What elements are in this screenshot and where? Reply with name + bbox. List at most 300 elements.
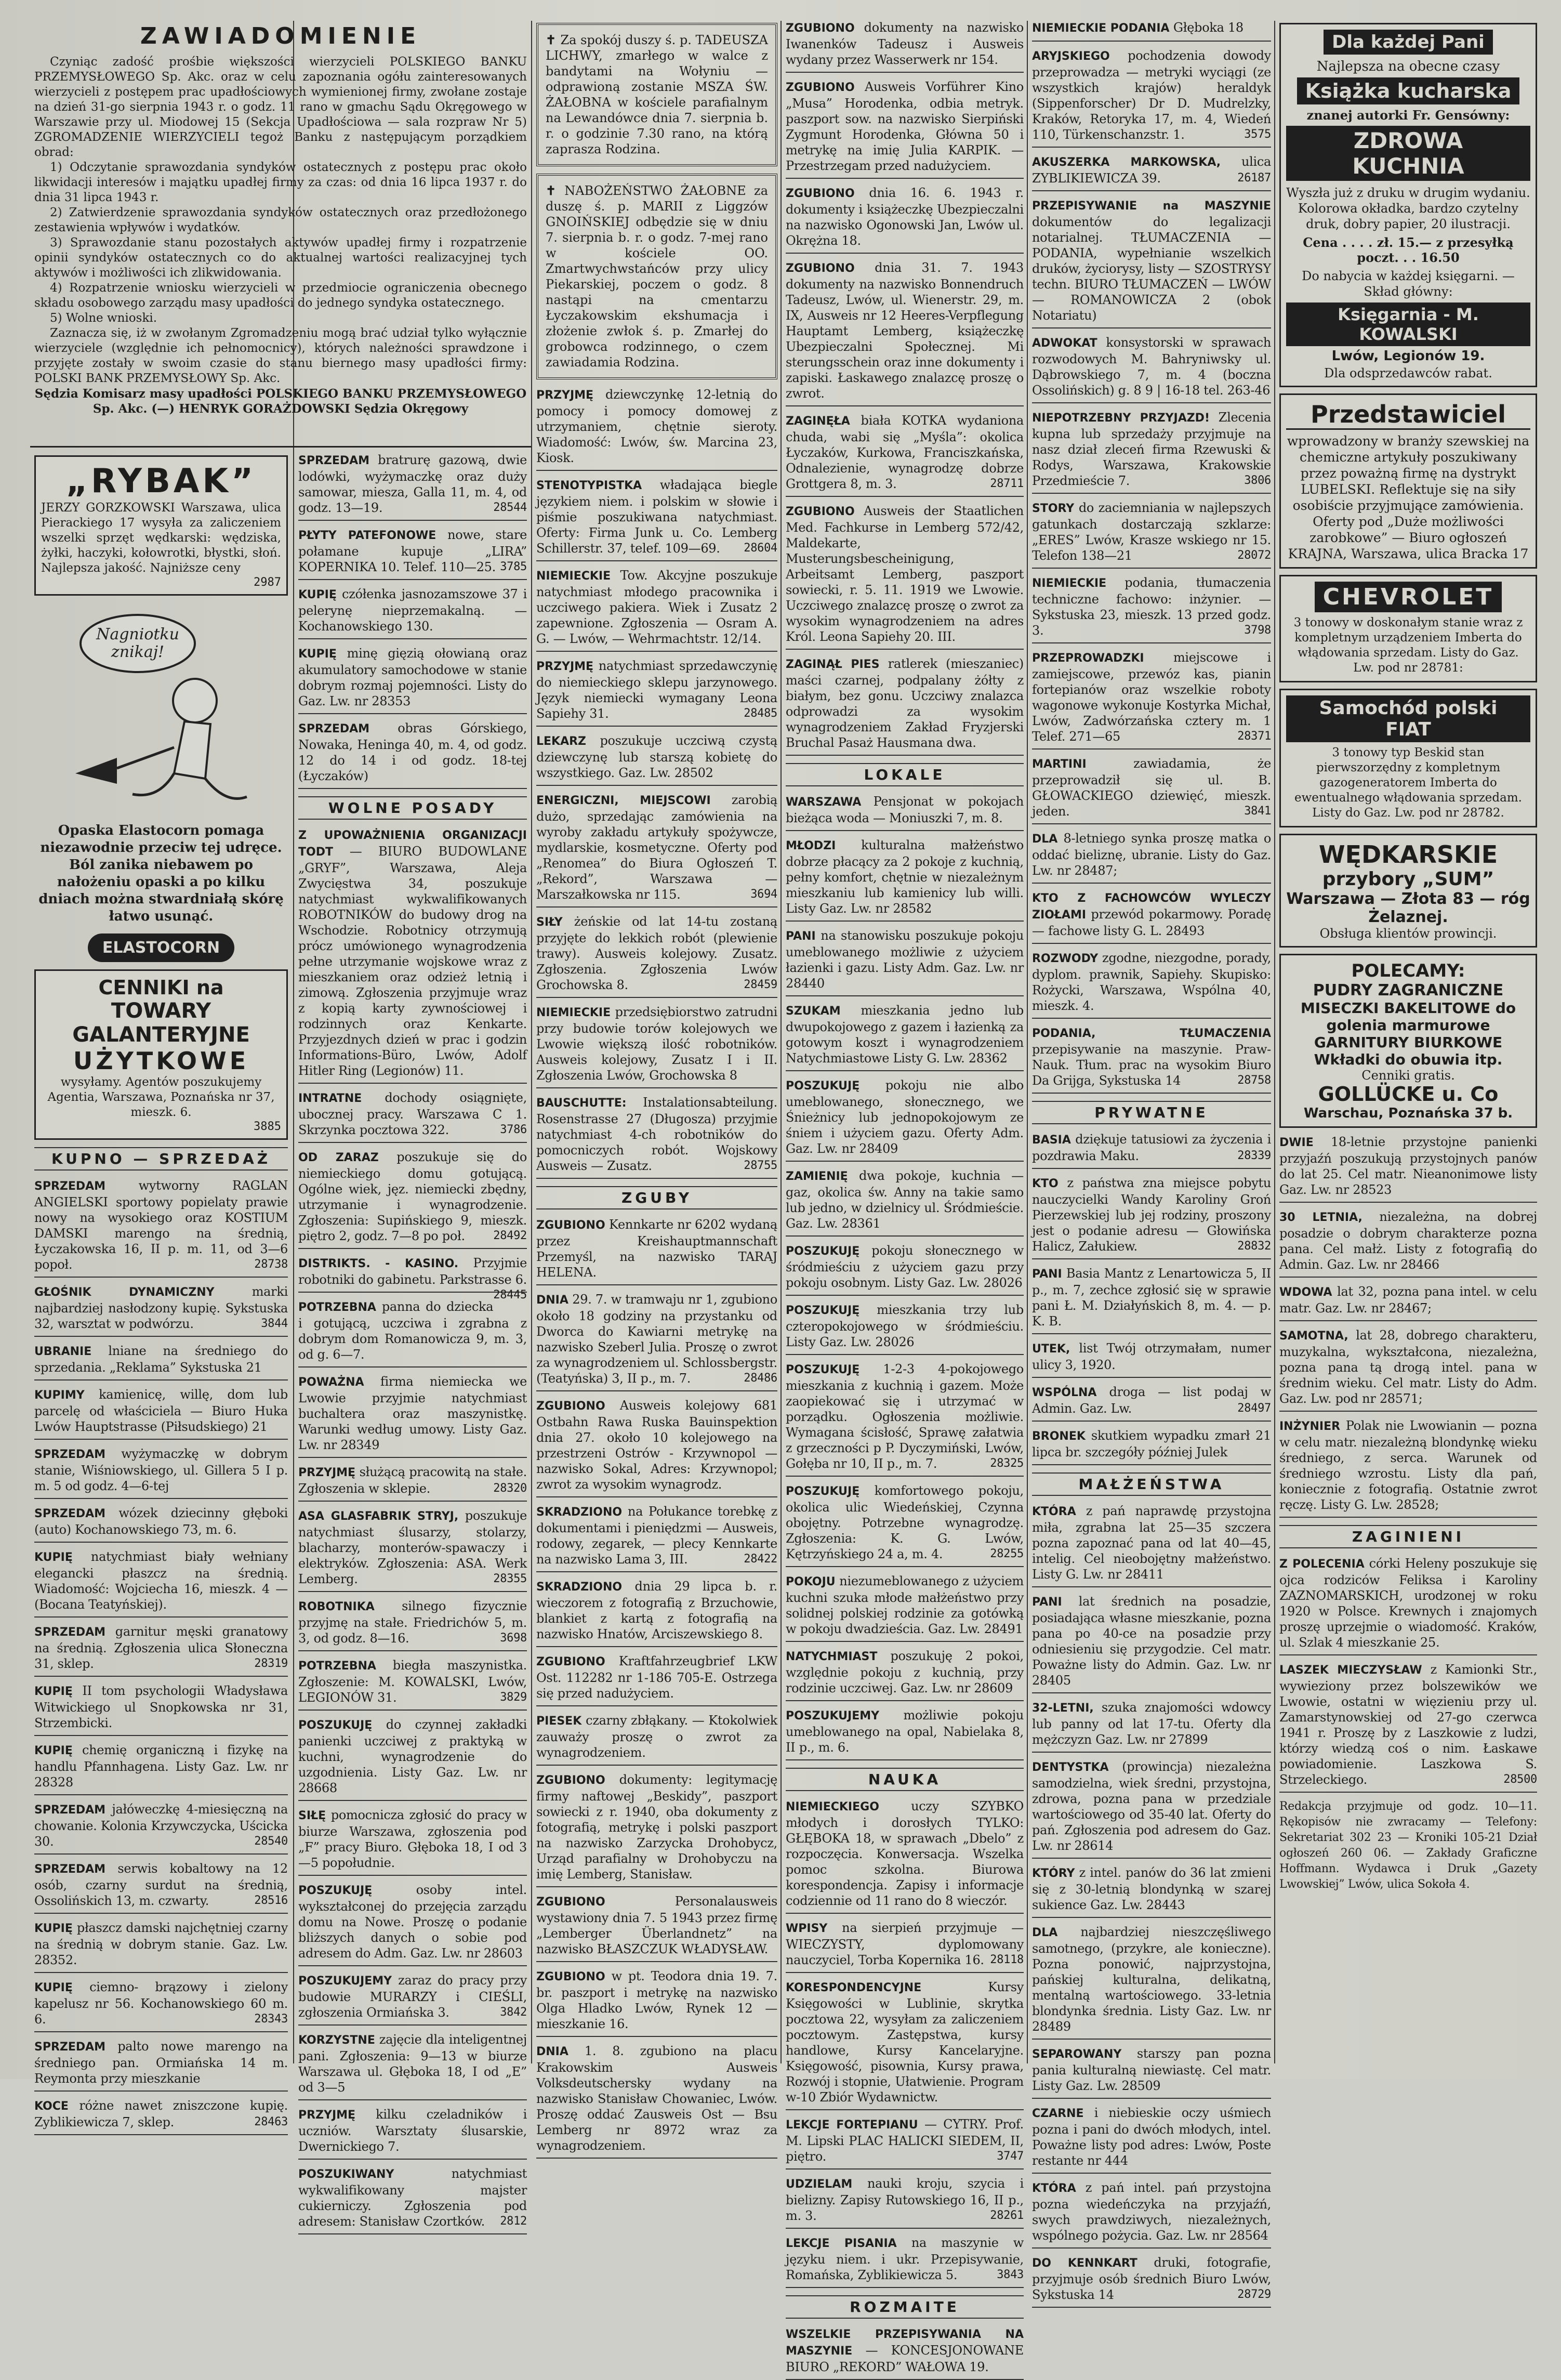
- classified-ad: [536, 914, 777, 998]
- ad-text: komfortowego pokoju, okolica ulic Wiedeńskiej, Czynna obojętny. Potrzebne wynagrodzę. Zgłoszenia: K. G. Lwów, Kętrzyńskiego 24 a, m. 4.: [786, 1483, 1024, 1561]
- ad-headline: PŁYTY PATEFONOWE: [298, 529, 436, 542]
- classified-ad: [786, 928, 1024, 996]
- classified-ad: [1032, 650, 1271, 749]
- classified-ad: [34, 1343, 288, 1380]
- column-3: [532, 20, 782, 2153]
- ad-text: dnia 29 lipca b. r. wieczorem z fotografią z Brzuchowie, blankiet z kartą z fotografią na nazwisko Hnatów, Arciszewskiego 8.: [536, 1579, 777, 1641]
- ad-number: 28758: [1237, 1074, 1271, 1087]
- ad-text: garnitur męski granatowy na średnią. Zgłoszenia ulica Słoneczna 31, sklep.: [34, 1624, 288, 1671]
- ad-headline: ZGUBIONO: [536, 1219, 605, 1232]
- ad-headline: ZGUBIONO: [536, 1774, 605, 1787]
- ad-number: 28711: [990, 477, 1024, 490]
- classified-ad: [1032, 831, 1271, 884]
- notice-paragraph: Zaznacza się, iż w zwołanym Zgromadzeniu mogą brać udział tylko wyłącznie wierzyciele (względnie ich pełnomocnicy), których należności sprawdzone i przyjęte zostały w swoim czasie do stanu biernego masy upadłości firmy: POLSKI BANK PRZEMYSŁOWY Sp. Akc.: [34, 326, 527, 385]
- ad-number: 28371: [1237, 730, 1271, 743]
- ad-headline: STORY: [1032, 502, 1075, 515]
- classified-ad: [1279, 1327, 1537, 1412]
- ad-headline: KTO Z FACHOWCÓW WYLECZY ZIOŁAMI: [1032, 892, 1271, 922]
- classified-ad: [1279, 1134, 1537, 1203]
- ad-text: do zaciemniania w najlepszych gatunkach dostarczają szklarze: „ERES” Lwów, Krasze wskiego nr 15. Telefon 138—21: [1032, 501, 1271, 563]
- ad-headline: KUPIĘ: [34, 1744, 73, 1757]
- ad-headline: SPRZEDAM: [34, 1626, 106, 1639]
- representative-ad: [1279, 393, 1537, 569]
- classified-ad: [298, 527, 527, 580]
- classified-ad: [1032, 48, 1271, 148]
- classified-ad: [1032, 1865, 1271, 1918]
- gollucke-item: GARNITURY BIURKOWE: [1314, 1034, 1503, 1051]
- gollucke-ad: [1279, 954, 1537, 1128]
- ad-text: firma niemiecka we Lwowie przyjmie natychmiast buchaltera oraz maszynistkę. Warunki według umowy. Listy Gaz. Lw. nr 28349: [298, 1374, 527, 1452]
- ad-headline: POWAŻNA: [298, 1376, 364, 1389]
- classified-ad: [536, 387, 777, 471]
- ad-text: dokumenty: legitymację firmy naftowej „Beskidy”, paszport sowiecki z r. 1940, oba dokumenty z fotografią, metrykę i polski paszport na nazwisko Zarzycka Drohobycz, Urząd parafialny w Drohobyczu na imię Lemberg, Stanisław.: [536, 1772, 777, 1882]
- ad-text: — CYTRY. Prof. M. Lipski PLAC HALICKI SIEDEM, II, piętro.: [786, 2117, 1024, 2164]
- ad-text: uczy SZYBKO młodych i dorosłych TYLKO: GŁĘBOKA 18, w sprawach „Dbelo” z rozpoczęcia. Konwersacja. Wszelka pomoc szkolna. Biurowa korespondencja. Zapisy i informacje codziennie od 11 rano do 8 wieczór.: [786, 1799, 1024, 1908]
- classified-ad: [536, 1217, 777, 1285]
- fiat-title: Samochód polski FIAT: [1286, 695, 1530, 742]
- mourning-text: Za spokój duszy ś. p. TADEUSZA LICHWY, zmarłego w walce z bandytami na Wołyniu — odprawioną zostanie MSZA ŚW. ŻAŁOBNA w kościele parafialnym na Lewandówce dnia 7. sierpnia b. r. o godzinie 7.30 rano, na którą zaprasza Rodzina.: [546, 33, 768, 156]
- ad-number: 26187: [1237, 172, 1271, 185]
- ad-text: lniane na średniego do sprzedania. „Reklama” Sykstuska 21: [34, 1344, 288, 1375]
- mourning-text: NABOŻEŃSTWO ŻAŁOBNE za duszę ś. p. MARII z Liggzów GNOIŃSKIEJ odbędzie się w dniu 7. sierpnia b. r. o godz. 7-mej rano w kościele OO. Zmartwychwstańców przy ulicy Piekarskiej, poczem o godz. 8 nastąpi na cmentarzu Łyczakowskim ekshumacja i złożenie zwłok ś. p. Zmarłej do grobowca rodzinnego, o czem zawiadamia Rodzina.: [546, 183, 768, 370]
- ad-headline: LEKCJE PISANIA: [786, 2237, 897, 2250]
- ad-headline: SKRADZIONO: [536, 1581, 623, 1594]
- ad-text: droga — list podaj w Admin. Gaz. Lw.: [1032, 1385, 1271, 1416]
- ad-headline: POSZUKUJĘ: [786, 1363, 860, 1376]
- classified-ad: [34, 2039, 288, 2092]
- ad-headline: DISTRIKTS. - KASINO.: [298, 1257, 459, 1270]
- ad-number: 3842: [500, 2006, 527, 2019]
- classified-ad: [298, 827, 527, 1084]
- classified-ad: [786, 20, 1024, 73]
- ad-headline: ZAGINĄŁ PIES: [786, 658, 880, 671]
- section-header-prywatne: PRYWATNE: [1032, 1101, 1271, 1124]
- ad-text: zaraz do pracy przy budowie MURARZY i CIEŚLI, zgłoszenia Ormiańska 3.: [298, 1973, 527, 2020]
- ad-text: Personalausweis wystawiony dnia 7. 5 1943 przez firmę „Lemberger Überlandnetz” na nazwisko BŁASZCZUK WŁADYSŁAW.: [536, 1894, 777, 1956]
- ad-number: 28492: [493, 1229, 527, 1242]
- notice-signature: Sędzia Komisarz masy upadłości POLSKIEGO BANKU PRZEMYSŁOWEGO Sp. Akc. (—) HENRYK GORAŻDOWSKI Sędzia Okręgowy: [34, 387, 527, 416]
- classified-ad: [298, 452, 527, 521]
- column-4: [782, 20, 1028, 2374]
- classified-ad: [786, 1648, 1024, 1701]
- ad-headline: KUPIĘ: [298, 648, 337, 661]
- gollucke-name: GOLLÜCKE u. Co: [1318, 1083, 1499, 1106]
- classified-ad: [298, 1973, 527, 2026]
- classified-list: [1275, 1134, 1541, 1793]
- cenniki-line1: CENNIKI na: [98, 976, 224, 999]
- elastocorn-bubble: Nagniotku: [96, 625, 179, 643]
- ad-number: 3841: [1244, 805, 1271, 818]
- section-header-kupno: KUPNO — SPRZEDAŻ: [34, 1147, 288, 1171]
- classified-ad: [786, 794, 1024, 831]
- classified-ad: [1279, 1284, 1537, 1321]
- classified-ad: [786, 1003, 1024, 1071]
- classified-ad: [786, 1920, 1024, 1973]
- gollucke-item: PUDRY ZAGRANICZNE: [1313, 981, 1504, 1000]
- ad-headline: Z POLECENIA: [1279, 1558, 1365, 1571]
- ad-text: zawiadamia, że przeprowadził się ul. B. GŁOWACKIEGO dziewięć, mieszk. jeden.: [1032, 756, 1271, 819]
- ad-headline: SPRZEDAM: [34, 1804, 106, 1817]
- classified-ad: [1279, 1209, 1537, 1278]
- classified-ad: [298, 1374, 527, 1458]
- ad-text: kilku czeladników i uczniów. Warsztaty ślusarskie, Dwernickiego 7.: [298, 2107, 527, 2154]
- classified-list: [532, 387, 782, 2159]
- ad-number: 28319: [254, 1657, 288, 1670]
- ad-headline: KTÓRA: [1032, 2182, 1076, 2195]
- classified-ad: [34, 1178, 288, 1278]
- ad-text: zarobią dużo, sprzedając zamówienia na wyroby zakładu artykuły spożywcze, mydlarskie, kosmetyczne. Oferty pod „Renomea” do Biura Ogłoszeń T. „Rekord”, Warszawa — Marszałkowska nr 115.: [536, 793, 777, 902]
- ad-text: Ausweis kolejowy 681 Ostbahn Rawa Ruska Bauinspektion dnia 27. około 10 kolejowego na przestrzeni Ostrów - Krzywnopol — nazwisko Sokal, Adres: Krzywnopol; zwrot za wysokim wynagrodz.: [536, 1398, 777, 1492]
- ad-headline: KTÓRY: [1032, 1867, 1075, 1880]
- cross-icon: ✝: [546, 32, 561, 47]
- classified-ad: [786, 1573, 1024, 1642]
- ad-headline: NIEPOTRZEBNY PRZYJAZD!: [1032, 412, 1210, 425]
- classified-ad: [786, 503, 1024, 650]
- chevrolet-title: CHEVROLET: [1315, 582, 1502, 612]
- ad-headline: SPRZEDAM: [34, 1863, 106, 1876]
- classified-ad: [34, 1505, 288, 1543]
- ad-text: nowe, stare połamane kupuje „LIRA” KOPERNIKA 10. Telef. 110—25.: [298, 528, 527, 574]
- ad-text: zajęcie dla inteligentnej pani. Zgłoszenia: 9—13 w biurze Warszawa ul. Głęboka 18, I od „E” od 3—5: [298, 2032, 527, 2095]
- ad-headline: SKRADZIONO: [536, 1506, 623, 1519]
- ad-headline: WSPÓLNA: [1032, 1386, 1097, 1399]
- notice-paragraph: 2) Zatwierdzenie sprawozdania syndyków ostatecznych oraz przedłożonego zestawienia wpływów i wydatków.: [34, 206, 527, 234]
- ad-text: Pensjonat w pokojach bieżąca woda — Moniuszki 7, m. 8.: [786, 794, 1024, 825]
- classified-ad: [298, 2107, 527, 2160]
- ad-headline: UTEK,: [1032, 1343, 1070, 1356]
- ad-headline: POSZUKUJĘ: [298, 1884, 373, 1897]
- ad-text: silnego fizycznie przyjmę na stałe. Friedrichów 5, m. 3, od godz. 8—16.: [298, 1599, 527, 1646]
- ad-number: 28463: [254, 2115, 288, 2128]
- classified-ad: [786, 1483, 1024, 1567]
- column-5: [1028, 20, 1275, 2302]
- ad-headline: NIEMIECKIE: [536, 570, 611, 583]
- classified-ad: [786, 79, 1024, 179]
- ad-headline: ARYJSKIEGO: [1032, 50, 1110, 63]
- classified-ad: [536, 1968, 777, 2037]
- ad-text: Instalationsabteilung. Rosenstrasse 27 (Długosza) przyjmie natychmiast 4-ch robotników do pomocniczych robót. Wojskowy Ausweis — Zusatz.: [536, 1095, 777, 1173]
- ad-text: Kursy Księgowości w Lublinie, skrytka pocztowa 22, wysyłam za zaliczeniem pocztowym. Zastępstwa, kursy handlowe, Kursy Kancelaryjne. Księgowość, pisownia, Kursy prawa, Rozwój i stopnie, Ułatwienie. Program w-10 Zbiór Wydawnictw.: [786, 1980, 1024, 2105]
- ad-headline: SIŁY: [536, 916, 563, 929]
- classified-ad: [298, 1299, 527, 1367]
- classified-ad: [1032, 756, 1271, 824]
- ad-headline: ZGUBIONO: [536, 1970, 605, 1983]
- ad-number: 3785: [500, 560, 527, 573]
- classified-ad: [1032, 1175, 1271, 1259]
- ad-headline: SIŁĘ: [298, 1809, 326, 1822]
- ad-text: 1-2-3 4-pokojowego mieszkania z kuchnią i gazem. Może zaopiekować się i utrzymać w porządku. Ogłoszenia możliwie. Wymagana ścisłość, Sprawę załatwia z grzeczności p P. Dyczymiński, Lwów, Gołęba nr 10, II p., m. 7.: [786, 1362, 1024, 1471]
- ad-text: jałóweczkę 4-miesięczną na chowanie. Kolonia Krzywczycka, Uścicka 30.: [34, 1802, 288, 1849]
- classified-ad: [34, 1387, 288, 1440]
- ad-text: dziewczynkę 12-letnią do pomocy i pomocy domowej z utrzymaniem, chętnie sieroty. Wiadomość: Lwów, św. Marcina 23, Kiosk.: [536, 387, 777, 465]
- ad-headline: 32-LETNI,: [1032, 1702, 1094, 1715]
- mourning-notice: [536, 23, 777, 166]
- classified-ad: [786, 1979, 1024, 2110]
- ad-text: poszukuje natychmiast ślusarzy, stolarzy, blacharzy, monterów-spawaczy i elektryków. Zgłoszenia: ASA. Werk Lemberg.: [298, 1508, 527, 1586]
- classified-ad: [1032, 335, 1271, 403]
- ad-text: 8-letniego synka proszę matka o oddać bieliznę, ubranie. Listy do Gaz. Lw. nr 28487;: [1032, 831, 1271, 878]
- ad-headline: KORESPONDENCYJNE: [786, 1981, 922, 1994]
- classified-ad: [298, 2032, 527, 2100]
- classified-ad: [536, 658, 777, 727]
- cenniki-ad: [34, 969, 288, 1140]
- ad-text: II tom psychologii Władysława Witwickiego ul Snopkowska nr 31, Strzembicki.: [34, 1684, 288, 1730]
- cenniki-line2: TOWARY GALANTERYJNE: [72, 999, 250, 1047]
- ad-number: 28339: [1237, 1149, 1271, 1162]
- ad-headline: KORZYSTNE: [298, 2034, 375, 2047]
- gollucke-note: Cenniki gratis.: [1361, 1068, 1455, 1083]
- ad-headline: LEKCJE FORTEPIANU: [786, 2119, 918, 2132]
- section-header-zaginieni: ZAGINIENI: [1279, 1525, 1537, 1548]
- ad-headline: POTRZEBNA: [298, 1660, 376, 1673]
- ad-text: czółenka jasnozamszowe 37 i pelerynę nieprzemakalną. — Kochanowskiego 130.: [298, 587, 527, 634]
- ad-text: przedsiębiorstwo zatrudni przy budowie torów kolejowych we Lwowie większą ilość robotników. Ausweis kolejowy, Zusatz I i II. Zgłoszenia Lwów, Grochowska 8: [536, 1005, 777, 1083]
- ad-number: 28255: [990, 1547, 1024, 1560]
- classified-ad: [536, 477, 777, 561]
- ad-headline: ZGUBIONO: [786, 81, 855, 94]
- ad-headline: KTO: [1032, 1177, 1059, 1190]
- ad-headline: WDOWA: [1279, 1286, 1332, 1299]
- classified-ad: [34, 1742, 288, 1795]
- ad-text: biegła maszynistka. Zgłoszenie: M. KOWALSKI, Lwów, LEGIONÓW 31.: [298, 1658, 527, 1705]
- svg-text:znikaj!: znikaj!: [111, 643, 165, 661]
- ad-text: bratrurę gazową, dwie lodówki, wyżymaczkę oraz duży samowar, miesza, Galla 11, m. 4, od godz. 13—19.: [298, 453, 527, 515]
- ad-headline: DENTYSTKA: [1032, 1761, 1109, 1774]
- ad-headline: LEKARZ: [536, 735, 587, 748]
- section-header-zguby: ZGUBY: [536, 1186, 777, 1209]
- rybak-ad: [34, 455, 288, 596]
- fishing-subtitle: przybory „SUM”: [1322, 869, 1494, 890]
- ad-headline: WPISY: [786, 1922, 828, 1935]
- ad-headline: NATYCHMIAST: [786, 1650, 878, 1663]
- ad-text: poszukuje uczciwą czystą dziewczynę lub starszą kobietę do wszystkiego. Gaz. Lw. 28502: [536, 733, 777, 780]
- ad-text: natychmiast biały wełniany elegancki płaszcz na średnią. Wiadomość: Wojciecha 16, mieszk. 4 — (Bocana Teatyńskiej).: [34, 1549, 288, 1612]
- classified-ad: [298, 2166, 527, 2234]
- ad-headline: ZAMIENIĘ: [786, 1170, 848, 1183]
- classified-ad: [1032, 2105, 1271, 2174]
- ad-headline: POTRZEBNA: [298, 1301, 376, 1314]
- chevrolet-text: 3 tonowy w doskonałym stanie wraz z kompletnym urządzeniem Imberta do włądowania sprzedam. Listy do Gaz. Lw. pod nr 28781:: [1293, 616, 1523, 675]
- ad-headline: SEPAROWANY: [1032, 2048, 1122, 2061]
- classified-list: [294, 452, 531, 2234]
- bankruptcy-notice: [30, 20, 531, 448]
- ad-text: i niebieskie oczy uśmiech pozna i pani do dwóch młodych, intel. Poważne listy pod adres: Lwów, Poste restante nr 444: [1032, 2106, 1271, 2168]
- classified-ad: [1032, 1384, 1271, 1422]
- ad-text: pokoju nie albo umeblowanego, słonecznego, we Śnieżnicy lub jednopokojowym ze śniem i użyciem gazu. Oferty Adm. Gaz. Lw. nr 28409: [786, 1078, 1024, 1156]
- ad-number: 28355: [493, 1572, 527, 1585]
- ad-headline: NIEMIECKIE: [536, 1006, 611, 1019]
- ad-text: na Połukance torebkę z dokumentami i pieniędzmi — Ausweis, rodowy, zegarek, — plecy Kennkarte na nazwisko Lama 3, III.: [536, 1504, 777, 1567]
- ad-text: ratlerek (mieszaniec) maści czarnej, podpalany żółty z białym, bez gonu. Uczciwy znalazca odprowadzi za wysokim wynagrodzeniem Zakład Fryzjerski Bruchal Pasaż Hausmana dwa.: [786, 656, 1024, 750]
- ad-text: mieszkania jedno lub dwupokojowego z gazem i łazienką za gotowym koszt i wynagrodzeniem Natychmiastowe Listy G. Lw. 28362: [786, 1003, 1024, 1066]
- ad-text: dokumenty na nazwisko Iwanenków Tadeusz i Ausweis wydany przez Wasserwerk nr 154.: [786, 20, 1024, 67]
- ad-text: druki, fotografie, przyjmuje osób średnich Biuro Lwów, Sykstuska 14: [1032, 2255, 1271, 2302]
- notice-paragraph: 3) Sprawozdanie stanu pozostałych aktywów upadłej firmy i rozpatrzenie opinii syndyków ostatecznych co do aktualnej wartości realizacyjnej tych aktywów i możliwości ich zlikwidowania.: [34, 236, 527, 280]
- ad-text: dokumentów do legalizacji notarialnej. TŁUMACZENIA — PODANIA, wypełnianie wszelkich druków, życiorysy, listy — SZOSTRYSY techn. BIURO TŁUMACZEŃ — LWÓW — ROMANOWICZA 2 (obok Notariatu): [1032, 215, 1271, 323]
- classified-ad: [536, 1095, 777, 1179]
- classified-ad: [298, 1255, 527, 1301]
- classified-ad: [786, 656, 1024, 756]
- classified-ad: [1032, 575, 1271, 643]
- classified-ad: [1032, 154, 1271, 191]
- ad-headline: DWIE: [1279, 1136, 1314, 1149]
- ad-number: 28343: [254, 2013, 288, 2026]
- ad-text: pochodzenia dowody przeprowadza — metryki wyciągi (ze wszystkich krajów) heraldyk (Sippenforscher) Dr D. Mudrelzky, Kraków, Retoryka 17, m. 4, Wiedeń 110, Türkenschanzstr. 1.: [1032, 48, 1271, 142]
- notice-paragraph: 1) Odczytanie sprawozdania syndyków ostatecznych z postępu prac około likwidacji interesów i majątku upadłej firmy za czas: od dnia 16 lipca 1937 r. do dnia 31 lipca 1943 r.: [34, 161, 527, 204]
- classified-ad: [1032, 410, 1271, 494]
- ad-text: z intel. panów do 36 lat zmieni się z 30-letnią blondynką w szarej sukience Gaz. Lw. 28443: [1032, 1865, 1271, 1912]
- classified-ad: [298, 646, 527, 714]
- classified-ad: [1032, 1700, 1271, 1753]
- classified-ad: [34, 1979, 288, 2032]
- cookbook-name: ZDROWA KUCHNIA: [1286, 126, 1530, 181]
- ad-number: 28485: [744, 707, 777, 720]
- cenniki-text: wysyłamy. Agentów poszukujemy Agentia, Warszawa, Poznańska nr 37, mieszk. 6.: [47, 1075, 275, 1119]
- classified-ad: [1032, 20, 1271, 42]
- ad-text: dwa pokoje, kuchnia — gaz, okolica św. Anny na takie samo lub jedno, w dzielnicy ul. Śródmieście. Gaz. Lw. 28361: [786, 1168, 1024, 1231]
- ad-text: niezależna, na dobrej posadzie o dobrym charakterze pozna pana. Cel małż. Listy z fotografią do Admin. Gaz. Lw. nr 28466: [1279, 1209, 1537, 1272]
- ad-number: 3786: [500, 1123, 527, 1136]
- ad-text: starszy pan pozna pania kulturalną niewiastę. Cel matr. Listy Gaz. Lw. 28509: [1032, 2046, 1271, 2093]
- ad-text: Głęboka 18: [1173, 20, 1243, 35]
- foot-cartoon-icon: [39, 602, 283, 820]
- classified-ad: [1032, 1924, 1271, 2040]
- ad-headline: POSZUKIWANY: [298, 2168, 394, 2181]
- ad-headline: Z UPOWAŻNIENIA ORGANIZACJI TODT: [298, 829, 527, 859]
- classified-ad: [536, 1504, 777, 1572]
- ad-text: konsystorski w sprawach rozwodowych M. Bahryniwsky ul. Dąbrowskiego 7, m. 4 (boczna Ossolińskich) g. 8 9 | 16-18 tel. 263-46: [1032, 335, 1271, 398]
- ad-text: — KONCESJONOWANE BIURO „REKORD” WAŁOWA 19.: [786, 2343, 1024, 2374]
- ad-text: Przyjmie robotniki do gabinetu. Parkstrasse 6.: [298, 1256, 527, 1287]
- classified-ad: [298, 1598, 527, 1651]
- classified-ad: [1032, 1594, 1271, 1693]
- ad-text: z pań naprawdę przystojna miła, zgrabna lat 25—35 szczera pozna zapoznać pana od lat 40—45, intelig. Cel nieobojętny małżeństwo. Listy G. Lw. nr 28411: [1032, 1504, 1271, 1582]
- ad-headline: OD ZARAZ: [298, 1151, 379, 1164]
- chevrolet-ad: [1279, 575, 1537, 682]
- ad-text: 18-letnie przystojne panienki przyjaźń poszukują przystojnych panów do lat 25. Cel matr. Nieanonimowe listy Gaz. Lw. nr 28523: [1279, 1135, 1537, 1197]
- ad-number: 28500: [1503, 1773, 1537, 1786]
- classified-ad: [786, 2326, 1024, 2380]
- ad-text: osoby intel. wykształconej do przejęcia zarządu domu na Nowe. Proszę o podanie bliższych danych o sobie pod adresem do Adm. Gaz. Lw. nr 28603: [298, 1883, 527, 1961]
- ad-text: podania, tłumaczenia techniczne fachowo: inżynier. — Sykstuska 23, mieszk. 13 przed godz. 3.: [1032, 575, 1271, 638]
- ad-headline: KOCE: [34, 2100, 69, 2113]
- ad-headline: BRONEK: [1032, 1430, 1086, 1443]
- ad-headline: STENOTYPISTKA: [536, 479, 642, 492]
- section-header-malzenstwa: MAŁŻEŃSTWA: [1032, 1472, 1271, 1496]
- classified-ad: [1032, 950, 1271, 1019]
- classified-ad: [34, 1802, 288, 1855]
- section-header-nauka: NAUKA: [786, 1768, 1024, 1791]
- ad-number: 28422: [744, 1553, 777, 1566]
- ad-headline: ENERGICZNI, MIEJSCOWI: [536, 794, 711, 807]
- classified-ad: [1032, 2180, 1271, 2248]
- ad-text: dochody osiągnięte, ubocznej pracy. Warszawa C 1. Skrzynka pocztowa 322.: [298, 1090, 527, 1137]
- ad-text: 29. 7. w tramwaju nr 1, zgubiono około 18 godziny na przystanku od Dworca do Kawiarni metrykę na nazwisko Szeberl Julia. Proszę o zwrot za wynagrodzeniem ul. Schlossbergstr. (Teatyńska) 3, II p., m. 7.: [536, 1292, 777, 1386]
- ad-headline: SPRZEDAM: [298, 454, 370, 467]
- classified-ad: [298, 1807, 527, 1876]
- classified-ad: [786, 2176, 1024, 2229]
- fishing-note: Obsługa klientów prowincji.: [1319, 926, 1497, 941]
- ad-text: niezumeblowanego z użyciem kuchni szuka młode małżeństwo przy solidnej polskiej rodzinie za gotówką w pokoju dwadzieścia. Gaz. Lw. 28491: [786, 1574, 1024, 1636]
- ad-headline: POSZUKUJĘ: [786, 1485, 860, 1498]
- ad-headline: WARSZAWA: [786, 796, 862, 809]
- classified-ad: [786, 185, 1024, 254]
- ad-text: Ausweis der Staatlichen Med. Fachkurse in Lemberg 572/42, Maldekarte, Musterungsbescheinigung, Arbeitsamt Lemberg, paszport sowiecki, r. 5. 11. 1919 we Lwowie. Uczciwego znalazcę proszę o zwrot za wysokim wynagrodzeniem na adres Król. Leona Sapiehy 20. III.: [786, 504, 1024, 644]
- ad-text: nauki kroju, szycia i bielizny. Zapisy Rutowskiego 16, II p., m. 3.: [786, 2176, 1024, 2223]
- ad-headline: ZAGINĘŁA: [786, 415, 850, 428]
- ad-number: 3798: [1244, 624, 1271, 637]
- ad-text: dnia 16. 6. 1943 r. dokumenty i książeczkę Ubezpieczalni na nazwisko Ogonowski Jan, Lwów ul. Okrężna 18.: [786, 186, 1024, 248]
- ad-text: różne nawet zniszczone kupię. Zyblikiewicza 7, sklep.: [34, 2098, 288, 2129]
- classified-ad: [1032, 2255, 1271, 2308]
- classified-ad: [786, 1302, 1024, 1355]
- ad-number: 28325: [990, 1457, 1024, 1470]
- ad-headline: MARTINI: [1032, 758, 1087, 771]
- ad-text: natychmiast wykwalifikowany majster cukierniczy. Zgłoszenia pod adresem: Stanisław Czortków.: [298, 2166, 527, 2229]
- ad-headline: INTRATNE: [298, 1092, 362, 1105]
- cookbook-store-label: Do nabycia w każdej księgarni. — Skład główny:: [1302, 269, 1515, 299]
- classified-ad: [786, 260, 1024, 406]
- ad-headline: KUPIĘ: [34, 1922, 73, 1935]
- ad-headline: NIEMIECKIEGO: [786, 1800, 879, 1813]
- ad-headline: WSZELKIE PRZEPISYWANIA NA MASZYNIE: [786, 2328, 1024, 2358]
- classified-ad: [786, 2235, 1024, 2288]
- classified-ad: [298, 1717, 527, 1801]
- classified-ad: [34, 1861, 288, 1914]
- classified-ad: [786, 1243, 1024, 1296]
- classified-ad: [536, 1579, 777, 1647]
- ad-number: 3575: [1244, 128, 1271, 141]
- notice-paragraph: Czyniąc zadość prośbie większości wierzycieli POLSKIEGO BANKU PRZEMYSŁOWEGO Sp. Akc. oraz w celu zapoznania ogółu zainteresowanych wierzycieli z postępem prac upadłościowych wymienionej firmy, zwołane zostaje na dzień 31-go sierpnia 1943 r. o godz. 11 rano w gmachu Sądu Okręgowego w Warszawie przy ul. Miodowej 15 (Sekcja Upadłościowa — sala rozpraw Nr 5) ZGROMADZENIE WIERZYCIELI tegoż Banku z następującym porządkiem obrad:: [34, 55, 527, 159]
- classified-ad: [1032, 1132, 1271, 1169]
- column-2: [294, 452, 531, 2229]
- classified-ad: [536, 1398, 777, 1497]
- classified-ad: [786, 1077, 1024, 1162]
- ad-headline: POSZUKUJĘ: [786, 1245, 860, 1258]
- ad-text: miejscowe i zamiejscowe, przewóz kas, pianin fortepianów oraz wszelkie roboty wagonowe wykonuje Kostyrka Michał, Lwów, Zadwórzańska cztery m. 1 Telef. 271—65: [1032, 650, 1271, 744]
- ad-headline: POSZUKUJEMY: [298, 1975, 392, 1988]
- ad-text: żeńskie od lat 14-tu zostaną przyjęte do lekkich robót (plewienie trawy). Ausweis kolejowy. Zusatz. Zgłoszenia. Zgłoszenia Lwów Grochowska 8.: [536, 914, 777, 992]
- ad-text: 1. 8. zgubiono na placu Krakowskim Ausweis Volksdeutschersky wydany na nazwisko Stanisław Chowaniec, Lwów. Proszę oddać Zausweis Ost — Bsu Lemberg nr 8972 wraz za wynagrodzeniem.: [536, 2044, 777, 2153]
- ad-text: dziękuje tatusiowi za życzenia i pozdrawia Maku.: [1032, 1132, 1271, 1163]
- classified-ad: [34, 1549, 288, 1618]
- classified-ad: [34, 1624, 288, 1677]
- cookbook-line: Najlepsza na obecne czasy: [1316, 59, 1500, 74]
- ad-text: (prowincja) niezależna samodzielna, wiek średni, przystojna, zdrowa, pozna pana w przedziale wartościowego od 35-40 lat. Oferty do pań. Zgłoszenia pod adresem do Gaz. Lw. nr 28614: [1032, 1759, 1271, 1853]
- cookbook-tagline: Dla każdej Pani: [1324, 30, 1493, 55]
- classified-ad: [1032, 890, 1271, 944]
- ad-number: 2812: [500, 2215, 527, 2228]
- ad-text: obras Górskiego, Nowaka, Heninga 40, m. 4, od godz. 12 do 14 i od godz. 18-tej (Łyczaków): [298, 721, 527, 783]
- classified-ad: [1279, 1556, 1537, 1655]
- ad-headline: PRZEPROWADZKI: [1032, 652, 1144, 665]
- ad-headline: INŻYNIER: [1279, 1420, 1341, 1433]
- classified-ad: [298, 586, 527, 639]
- ad-text: zgodne, niezgodne, porady, dyplom. prawnik, Sapiehy. Skupisko: Rożycki, Warszawa, Wspólna 40, mieszk. 4.: [1032, 951, 1271, 1013]
- ad-text: na maszynie w języku niem. i ukr. Przepisywanie, Romańska, Zyblikiewicza 5.: [786, 2236, 1024, 2282]
- ad-headline: KUPIĘ: [34, 1685, 73, 1698]
- mourning-notice: [536, 174, 777, 379]
- ad-text: — BIURO BUDOWLANE „GRYF”, Warszawa, Aleja Zwycięstwa 34, poszukuje natychmiast wykwalifikowanych ROBOTNIKÓW do budowy drog na Wschodzie. Robotnicy otrzymują prócz umówionego wynagrodzenia pełne utrzymanie wojskowe wraz z mieszkaniem oraz odzież letnią i zimową. Zgłoszenia przyjmuje wraz z kopią karty zywnościowej i rodzinnych oraz Kenkarte. Przyjezdnych dzień w prac i godzin Informations-Büro, Lwów, Adolf Hitler Ring (Legionów) 11.: [298, 844, 527, 1078]
- ad-headline: ROBOTNIKA: [298, 1600, 375, 1613]
- classified-ad: [1032, 1759, 1271, 1859]
- ad-headline: SPRZEDAM: [34, 2041, 106, 2054]
- ad-number: 28072: [1237, 549, 1271, 562]
- classified-ad: [1279, 1418, 1537, 1518]
- classified-ad: [536, 1713, 777, 1766]
- ad-headline: PODANIA, TŁUMACZENIA: [1032, 1027, 1271, 1040]
- classified-ad: [536, 568, 777, 652]
